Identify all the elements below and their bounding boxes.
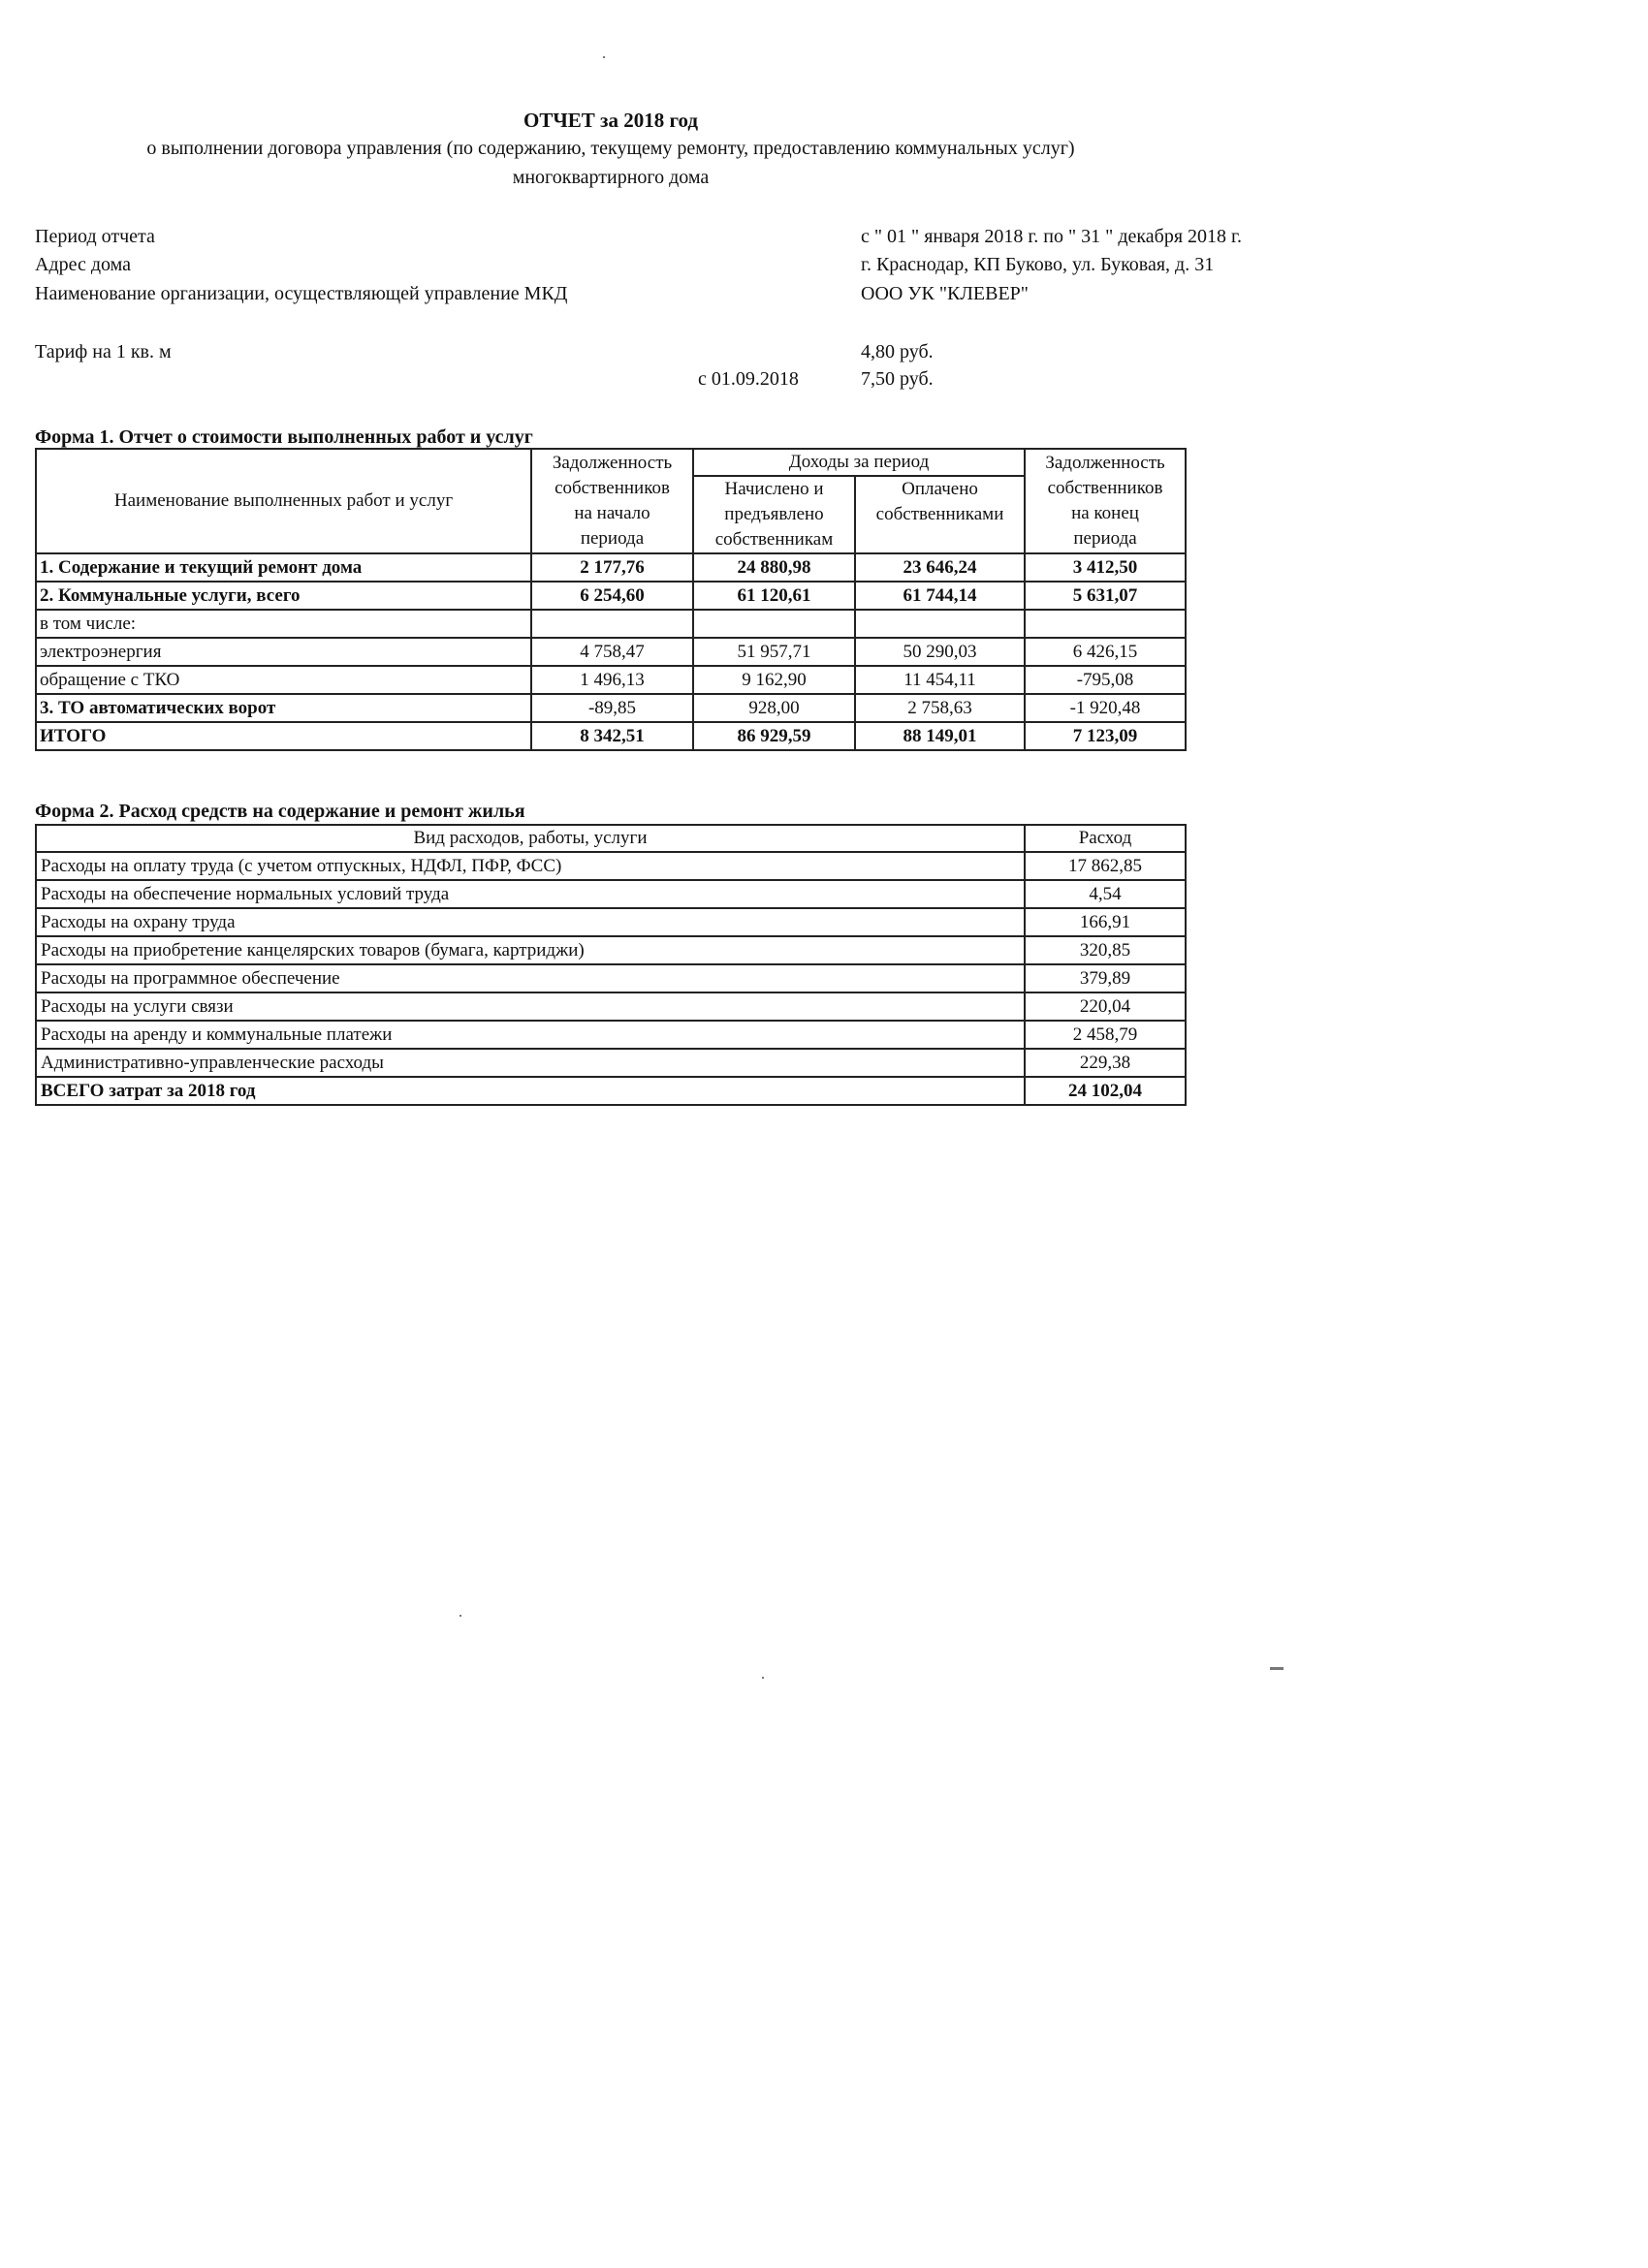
row-name: в том числе: [36,610,531,638]
row-debt-start: 1 496,13 [531,666,693,694]
tariff-date-label: с 01.09.2018 [698,368,799,390]
row-kind: Расходы на приобретение канцелярских товаров (бумага, картриджи) [36,936,1025,964]
table-row [36,694,1186,722]
col-header-paid: Оплачено собственниками [855,476,1025,553]
row-debt-start: 4 758,47 [531,638,693,666]
col-header-debt-end: Задолженность собственников на конец периода [1025,449,1186,553]
row-debt-start [531,610,693,638]
table-row [36,638,1186,666]
table-row [36,964,1186,992]
row-debt-end: -1 920,48 [1025,694,1186,722]
address-value: г. Краснодар, КП Буково, ул. Буковая, д. 31 [861,254,1215,275]
row-amount: 17 862,85 [1025,852,1186,880]
col-header-debt-start: Задолженность собственников на начало периода [531,449,693,553]
row-amount: 320,85 [1025,936,1186,964]
row-debt-start: 2 177,76 [531,553,693,582]
row-amount: 229,38 [1025,1049,1186,1077]
row-kind: Расходы на программное обеспечение [36,964,1025,992]
address-label: Адрес дома [35,254,132,275]
organization-value: ООО УК "КЛЕВЕР" [861,283,1029,304]
row-charged: 24 880,98 [693,553,855,582]
row-paid: 2 758,63 [855,694,1025,722]
form2-table [35,824,1187,1106]
tariff-value: 4,80 руб. [861,341,934,362]
table-row [36,553,1186,582]
row-debt-end: 7 123,09 [1025,722,1186,750]
report-title: ОТЧЕТ за 2018 год [523,109,698,132]
form1-table [35,448,1187,751]
table-row [36,852,1186,880]
row-name: 1. Содержание и текущий ремонт дома [36,553,531,582]
scan-speck [1270,1667,1284,1670]
row-paid: 23 646,24 [855,553,1025,582]
row-amount: 166,91 [1025,908,1186,936]
scan-speck [762,1677,764,1679]
row-paid: 61 744,14 [855,582,1025,610]
row-kind: Расходы на оплату труда (с учетом отпускных, НДФЛ, ПФР, ФСС) [36,852,1025,880]
scan-speck [460,1615,461,1617]
row-debt-start: -89,85 [531,694,693,722]
row-charged: 61 120,61 [693,582,855,610]
row-kind: ВСЕГО затрат за 2018 год [36,1077,1025,1105]
row-name: обращение с ТКО [36,666,531,694]
row-paid: 11 454,11 [855,666,1025,694]
table-row [36,1021,1186,1049]
row-charged: 86 929,59 [693,722,855,750]
row-amount: 220,04 [1025,992,1186,1021]
row-amount: 4,54 [1025,880,1186,908]
period-label: Период отчета [35,226,155,247]
total-row [36,1077,1186,1105]
table-row [36,992,1186,1021]
organization-label: Наименование организации, осуществляющей управление МКД [35,283,568,304]
col-header-name: Наименование выполненных работ и услуг [36,449,531,553]
row-paid: 88 149,01 [855,722,1025,750]
row-debt-end [1025,610,1186,638]
row-charged [693,610,855,638]
table-row [36,666,1186,694]
form2-title: Форма 2. Расход средств на содержание и ремонт жилья [35,801,525,822]
row-charged: 928,00 [693,694,855,722]
report-subtitle: о выполнении договора управления (по содержанию, текущему ремонту, предоставлению коммунальных услуг) [146,138,1075,159]
period-value: с " 01 " января 2018 г. по " 31 " декабря 2018 г. [861,226,1243,247]
scan-speck [603,56,605,58]
row-paid: 50 290,03 [855,638,1025,666]
row-name: 3. ТО автоматических ворот [36,694,531,722]
row-kind: Административно-управленческие расходы [36,1049,1025,1077]
table-row [36,880,1186,908]
row-charged: 51 957,71 [693,638,855,666]
row-debt-end: 6 426,15 [1025,638,1186,666]
row-debt-start: 6 254,60 [531,582,693,610]
col-header-charged: Начислено и предъявлено собственникам [693,476,855,553]
row-amount: 24 102,04 [1025,1077,1186,1105]
total-row [36,722,1186,750]
row-charged: 9 162,90 [693,666,855,694]
table-row [36,610,1186,638]
report-subtitle-2: многоквартирного дома [512,167,710,188]
row-kind: Расходы на аренду и коммунальные платежи [36,1021,1025,1049]
form1-title: Форма 1. Отчет о стоимости выполненных работ и услуг [35,426,533,448]
row-kind: Расходы на обеспечение нормальных условий труда [36,880,1025,908]
table-row [36,908,1186,936]
row-debt-end: -795,08 [1025,666,1186,694]
tariff-value-2: 7,50 руб. [861,368,934,390]
row-paid [855,610,1025,638]
table-row [36,582,1186,610]
row-amount: 2 458,79 [1025,1021,1186,1049]
row-name: 2. Коммунальные услуги, всего [36,582,531,610]
col-header-income: Доходы за период [693,449,1025,476]
tariff-label: Тариф на 1 кв. м [35,341,172,362]
col-header-kind: Вид расходов, работы, услуги [36,825,1025,852]
table-row [36,1049,1186,1077]
row-debt-end: 3 412,50 [1025,553,1186,582]
row-kind: Расходы на услуги связи [36,992,1025,1021]
row-name: электроэнергия [36,638,531,666]
col-header-amount: Расход [1025,825,1186,852]
row-kind: Расходы на охрану труда [36,908,1025,936]
row-debt-end: 5 631,07 [1025,582,1186,610]
row-debt-start: 8 342,51 [531,722,693,750]
row-name: ИТОГО [36,722,531,750]
row-amount: 379,89 [1025,964,1186,992]
table-row [36,936,1186,964]
